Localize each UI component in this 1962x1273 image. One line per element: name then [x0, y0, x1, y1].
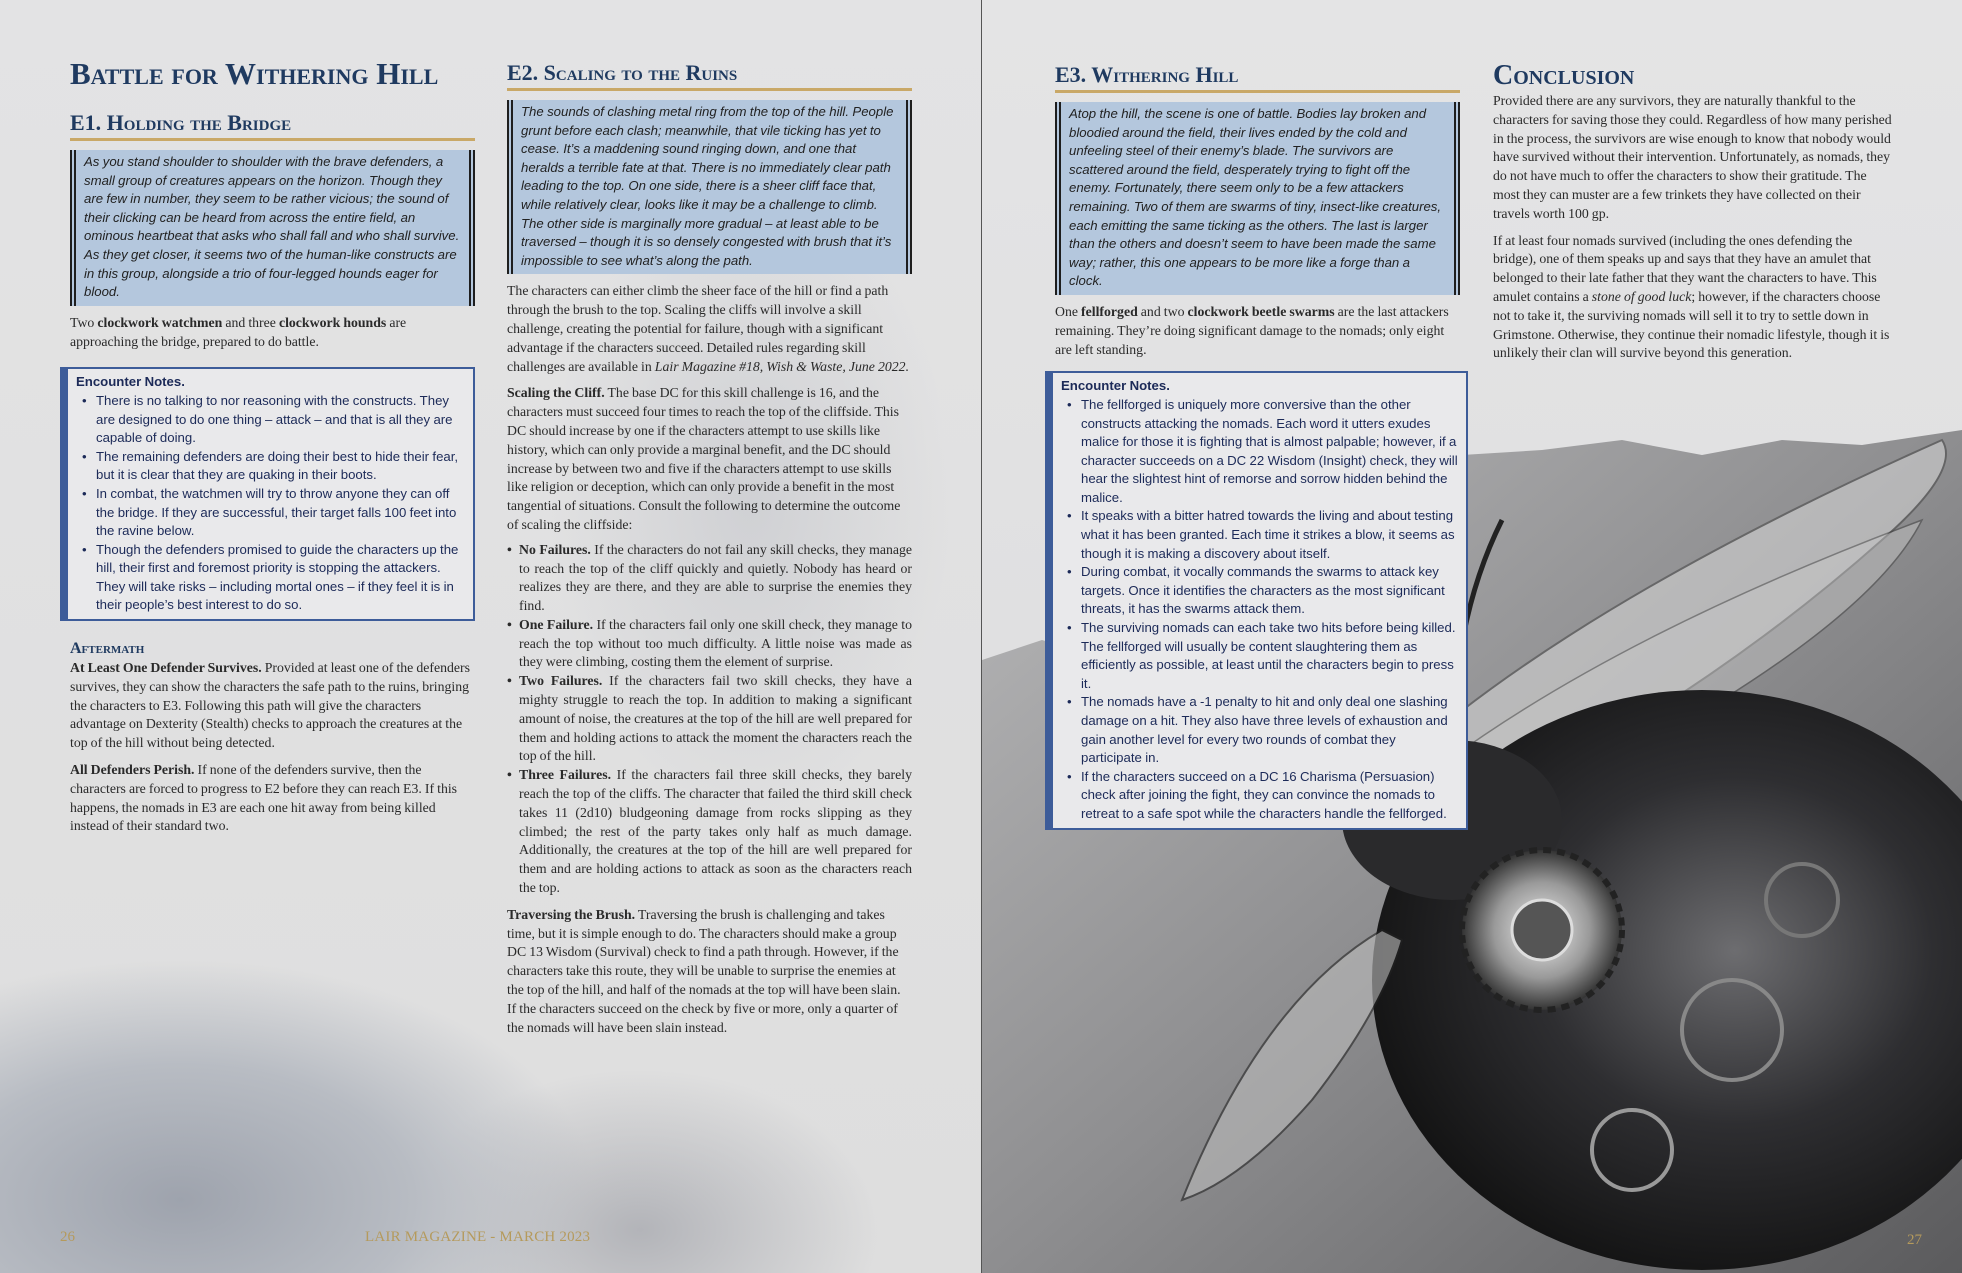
right-page — [982, 0, 1962, 1273]
creature-name: clockwork watchmen — [97, 314, 223, 330]
aftermath-paragraph — [70, 761, 475, 836]
read-aloud-box-e3: Atop the hill, the scene is one of battle. Bodies lay broken and bloodied around the field, their lives ended by the cold and unfeeling steel of their enemy’s blade. The survivors are scattered around the field, desperately trying to fight off the enemy. Fortunately, there seem only to be a few attackers remaining. Two of them are swarms of tiny, insect-like creatures, each emitting the same ticking as the others. The last is larger than the others and doesn’t seem to have been made the same way; rather, this one appears to be more like a forge than a clock. — [1055, 102, 1460, 295]
brush-paragraph — [507, 906, 912, 1038]
section-heading-e3: E3. Withering Hill — [1055, 62, 1460, 93]
outcome-item — [519, 541, 912, 616]
note-item: • There is no talking to nor reasoning with the constructs. They are designed to do one thing – attack – and that is all they are capable of doing. — [90, 392, 465, 448]
text: are approaching the bridge, prepared to do battle. — [70, 314, 407, 349]
e3-intro — [1055, 303, 1460, 359]
footer-magazine: LAIR MAGAZINE - MARCH 2023 — [365, 1229, 591, 1245]
outcome-item — [519, 616, 912, 672]
outcome-list — [507, 541, 912, 898]
read-aloud-box-e1: As you stand shoulder to shoulder with the brave defenders, a small group of creatures appears on the horizon. Though they are few in number, they seem to be rather vicious; the sound of their clicking can be heard from across the entire field, an ominous heartbeat that asks who shall fall and who shall survive. As they get closer, it seems two of the human-like constructs are in this group, alongside a trio of four-legged hounds eager for blood. — [70, 150, 475, 306]
note-item: • In combat, the watchmen will try to throw anyone they can off the bridge. If they are successful, their target falls 100 feet into the ravine below. — [90, 485, 465, 541]
page-number-right: 27 — [1907, 1232, 1922, 1248]
gear-icon — [1512, 900, 1572, 960]
note-item: • Though the defenders promised to guide the characters up the hill, their first and foremost priority is stopping the attackers. They will take risks – including mortal ones – if they feel it is in their people’s best interest to do so. — [90, 541, 465, 615]
creature-name: fellforged — [1081, 303, 1138, 319]
text: Two — [70, 314, 98, 330]
column-3 — [1055, 62, 1460, 830]
text: and three — [222, 314, 279, 330]
text: ; however, if the characters choose not to take it, the surviving nomads will sell it to try to settle down in Grimstone. Otherwise, they continue their nomadic lifestyle, though it is unlikely their clan will survive beyond this generation. — [1493, 288, 1890, 361]
text: If the characters fail only one skill check, they manage to reach the top without too much difficulty. A little noise was made as they were climbing, costing them the element of surprise. — [519, 616, 912, 670]
read-aloud-box-e2: The sounds of clashing metal ring from the top of the hill. People grunt before each clash; meanwhile, that vile ticking has yet to cease. It’s a maddening sound ringing down, and one that heralds a terrible fate at that. There is no immediately clear path leading to the top. On one side, there is a sheer cliff face that, while relatively clear, looks like it may be a challenge to climb. The other side is marginally more gradual – at least able to be traversed – though it is so densely congested with brush that it’s impossible to see what’s along the path. — [507, 100, 912, 274]
outcome-item — [519, 672, 912, 766]
paragraph-lead: Traversing the Brush. — [507, 906, 636, 922]
text: If the characters fail two skill checks, they have a mighty struggle to reach the top. In addition to making a significant amount of noise, the creatures at the top of the hill are well prepared for them and holding actions to attack the moment the characters reach the top of the hill. — [519, 673, 913, 764]
aftermath-heading: Aftermath — [70, 640, 145, 658]
encounter-notes-e1 — [60, 367, 475, 621]
text: The base DC for this skill challenge is 16, and the characters must succeed four times to reach the top of the cliffside. This DC should increase by one if the characters attempt to use skills like history, which can only provide a marginal benefit, and the DC should increase by between two and five if the characters attempt to use skills like religion or deception, which can only provide a benefit in the most tangential of situations. Consult the following to determine the outcome of scaling the cliffside: — [507, 385, 901, 532]
text: If none of the defenders survive, then the characters are forced to progress to E2 before they can reach E3. If this happens, the nomads in E3 are each one hit away from being killed instead of their standard two. — [70, 762, 458, 834]
text: The characters can either climb the sheer face of the hill or find a path through the brush to the top. Scaling the cliffs will involve a skill challenge, creating the potential for failure, though with a significant advantage if the characters succeed. Detailed rules regarding skill challenges are available in — [507, 283, 889, 374]
note-item: • The nomads have a -1 penalty to hit and only deal one slashing damage on a hit. They also have three levels of exhaustion and gain another level for every two rounds of combat they participate in. — [1075, 693, 1458, 767]
notes-title: Encounter Notes. — [1061, 378, 1170, 394]
e2-intro — [507, 282, 912, 376]
note-item: • The fellforged is uniquely more conversive than the other constructs attacking the nomads. Each word it utters exudes malice for those it is fighting that is almost palpable; however, if a character succeeds on a DC 22 Wisdom (Insight) check, they will hear the slightest hint of remorse and sorrow hidden behind the malice. — [1075, 396, 1458, 508]
text: One — [1055, 303, 1082, 319]
paragraph-lead: All Defenders Perish. — [70, 762, 195, 778]
text: and two — [1137, 303, 1188, 319]
paragraph-lead: Scaling the Cliff. — [507, 385, 605, 401]
text: If the characters fail three skill checks, they barely reach the top of the cliffs. The character that failed the third skill check takes 11 (2d10) bludgeoning damage from rocks slipping as they climbed; the rest of the party takes only half as much damage. Additionally, the creatures at the top of the hill are well prepared for them and are holding actions to attack as soon as the characters reach the top. — [519, 767, 912, 896]
outcome-item — [519, 766, 912, 898]
e1-intro — [70, 314, 475, 352]
creature-name: clockwork hounds — [278, 314, 387, 330]
column-4 — [1493, 60, 1895, 363]
outcome-lead: No Failures. — [519, 541, 591, 557]
conclusion-paragraph — [1493, 232, 1895, 364]
conclusion-paragraph: Provided there are any survivors, they are naturally thankful to the characters for saving those they could. Regardless of how many perished in the process, the survivors are wise enough to know that nobody would have survived without their intervention. Unfortunately, as nomads, they do not have much to offer the characters to show their gratitude. The most they can muster are a few trinkets they have collected on their travels worth 100 gp. — [1493, 93, 1892, 221]
item-name: stone of good luck — [1591, 288, 1692, 304]
note-item: • The remaining defenders are doing their best to hide their fear, but it is clear that they are quaking in their boots. — [90, 448, 465, 485]
note-item: • The surviving nomads can each take two hits before being killed. The fellforged will usually be content slaughtering them as efficiently as possible, at least until the characters begin to press it. — [1075, 619, 1458, 693]
citation: Lair Magazine #18, Wish & Waste, June 2022. — [654, 358, 910, 374]
text: are the last attackers remaining. They’re doing significant damage to the nomads; only eight are left standing. — [1055, 303, 1449, 357]
page-number-left: 26 — [60, 1229, 75, 1245]
conclusion-heading: Conclusion — [1493, 60, 1635, 91]
section-heading-e2: E2. Scaling to the Ruins — [507, 60, 912, 91]
notes-title: Encounter Notes. — [76, 374, 185, 390]
outcome-lead: Two Failures. — [519, 673, 603, 689]
column-2 — [507, 60, 912, 1037]
note-item: • During combat, it vocally commands the swarms to attack key targets. Once it identifies the characters as the most significant threats, it has the swarms attack them. — [1075, 563, 1458, 619]
aftermath-paragraph — [70, 659, 475, 753]
page-title: Battle for Withering Hill — [70, 56, 439, 91]
encounter-notes-e3 — [1045, 371, 1468, 829]
text: Traversing the brush is challenging and takes time, but it is simple enough to do. The characters should make a group DC 13 Wisdom (Survival) check to find a path through. However, if the characters take this route, they will be unable to surprise the enemies at the top of the hill, and half of the nomads at the top will have been slain. If the characters succeed on the check by five or more, only a quarter of the nomads will have been slain instead. — [507, 906, 901, 1035]
note-item: • It speaks with a bitter hatred towards the living and about testing what it has been granted. Each time it strikes a blow, it seems as though it is making a discovery about itself. — [1075, 507, 1458, 563]
text: If at least four nomads survived (including the ones defending the bridge), one of them speaks up and says that they have an amulet that belonged to their late father that they want the characters to have. This amulet contains a — [1493, 232, 1877, 304]
column-1 — [70, 56, 475, 836]
section-heading-e1: E1. Holding the Bridge — [70, 110, 475, 141]
outcome-lead: One Failure. — [519, 616, 594, 632]
creature-name: clockwork beetle swarms — [1187, 303, 1335, 319]
paragraph-lead: At Least One Defender Survives. — [70, 660, 262, 676]
scaling-paragraph — [507, 384, 912, 534]
note-item: • If the characters succeed on a DC 16 Charisma (Persuasion) check after joining the fight, they can convince the nomads to retreat to a safe spot while the characters handle the fellforged. — [1075, 768, 1458, 824]
outcome-lead: Three Failures. — [519, 767, 612, 783]
text: If the characters do not fail any skill checks, they manage to reach the top of the cliff quickly and quietly. Nobody has heard or realizes they are there, and they are able to surprise the enemies they find. — [519, 541, 912, 614]
text: Provided at least one of the defenders survives, they can show the characters the safe path to the ruins, bringing the characters to E3. Following this path will give the characters advantage on Dexterity (Stealth) checks to approach the creatures at the top of the hill without being detected. — [70, 660, 470, 751]
